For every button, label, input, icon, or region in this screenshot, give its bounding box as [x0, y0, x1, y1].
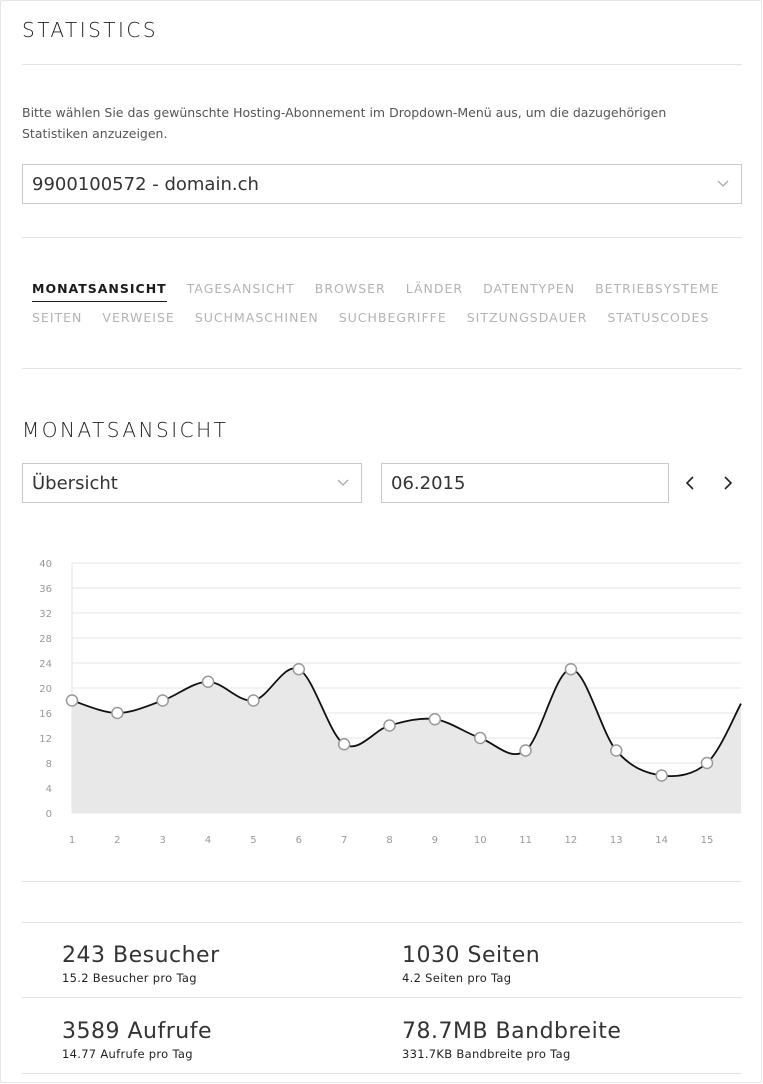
tab-verweise[interactable]: VERWEISE — [102, 310, 175, 325]
x-tick-label: 5 — [250, 835, 257, 846]
data-point — [112, 708, 123, 719]
data-point — [565, 664, 576, 675]
x-tick-label: 9 — [431, 835, 439, 846]
stat-hits-per-day: 14.77 Aufrufe pro Tag — [62, 1047, 193, 1061]
data-point — [203, 676, 214, 687]
tab-datentypen[interactable]: DATENTYPEN — [483, 281, 576, 296]
data-point — [475, 733, 486, 744]
y-tick-label: 36 — [39, 584, 52, 595]
view-select-value: Übersicht — [32, 472, 118, 494]
x-tick-label: 1 — [68, 835, 76, 846]
tab-sitzungsdauer[interactable]: SITZUNGSDAUER — [466, 310, 588, 325]
tab-betriebsysteme[interactable]: BETRIEBSYSTEME — [595, 281, 720, 296]
chevron-down-icon — [717, 180, 729, 188]
tab-seiten[interactable]: SEITEN — [32, 310, 83, 325]
divider — [22, 922, 742, 923]
series-area — [72, 668, 741, 813]
y-tick-label: 28 — [39, 634, 52, 645]
stat-visitors: 243 Besucher — [62, 943, 220, 968]
data-point — [293, 664, 304, 675]
stat-hits: 3589 Aufrufe — [62, 1019, 212, 1044]
x-tick-label: 12 — [564, 835, 578, 846]
stat-visitors-per-day: 15.2 Besucher pro Tag — [62, 971, 197, 985]
divider — [22, 1073, 742, 1074]
y-tick-label: 32 — [39, 609, 52, 620]
tabs-row-1 — [32, 281, 720, 302]
divider — [22, 997, 742, 998]
y-tick-label: 12 — [39, 734, 52, 745]
y-tick-label: 16 — [39, 709, 52, 720]
data-point — [656, 770, 667, 781]
data-point — [702, 758, 713, 769]
chevron-right-icon[interactable] — [716, 472, 738, 494]
data-point — [611, 745, 622, 756]
stat-pages-per-day: 4.2 Seiten pro Tag — [402, 971, 512, 985]
y-tick-label: 4 — [45, 784, 52, 795]
x-tick-label: 7 — [340, 835, 348, 846]
data-point — [157, 695, 168, 706]
data-point — [339, 739, 350, 750]
x-tick-label: 6 — [295, 835, 302, 846]
page-title: STATISTICS — [22, 18, 159, 42]
tab-suchbegriffe[interactable]: SUCHBEGRIFFE — [338, 310, 447, 325]
x-tick-label: 4 — [204, 835, 212, 846]
subscription-select-value: 9900100572 - domain.ch — [32, 173, 259, 195]
y-tick-label: 40 — [39, 559, 52, 570]
y-tick-label: 8 — [45, 759, 52, 770]
chevron-left-icon[interactable] — [680, 472, 702, 494]
intro-text: Bitte wählen Sie das gewünschte Hosting-Abonnement im Dropdown-Menü aus, um die dazugehörigen Statistiken anzuzeigen. — [22, 105, 667, 141]
section-title: MONATSANSICHT — [22, 418, 229, 442]
divider — [22, 237, 742, 238]
data-point — [67, 695, 78, 706]
visitors-area-chart — [0, 548, 763, 858]
stat-bandwidth: 78.7MB Bandbreite — [402, 1019, 622, 1044]
view-select[interactable] — [22, 463, 362, 503]
tab-monatsansicht[interactable]: MONATSANSICHT — [32, 281, 167, 302]
stat-pages: 1030 Seiten — [402, 943, 541, 968]
x-tick-label: 3 — [159, 835, 166, 846]
tab-l-nder[interactable]: LÄNDER — [405, 281, 464, 296]
tab-tagesansicht[interactable]: TAGESANSICHT — [186, 281, 295, 296]
tab-suchmaschinen[interactable]: SUCHMASCHINEN — [194, 310, 319, 325]
divider — [22, 881, 742, 882]
data-point — [384, 720, 395, 731]
stat-bandwidth-per-day: 331.7KB Bandbreite pro Tag — [402, 1047, 571, 1061]
x-tick-label: 11 — [519, 835, 532, 846]
y-tick-label: 20 — [39, 684, 52, 695]
tab-browser[interactable]: BROWSER — [314, 281, 386, 296]
data-point — [248, 695, 259, 706]
x-tick-label: 2 — [114, 835, 121, 846]
y-tick-label: 24 — [39, 659, 52, 670]
x-tick-label: 14 — [655, 835, 669, 846]
month-input[interactable] — [381, 463, 669, 503]
x-tick-label: 15 — [700, 835, 714, 846]
x-tick-label: 10 — [473, 835, 487, 846]
chevron-down-icon — [337, 479, 349, 487]
month-input-value: 06.2015 — [391, 472, 466, 494]
tabs-row-2 — [32, 310, 709, 330]
divider — [22, 64, 742, 65]
tab-statuscodes[interactable]: STATUSCODES — [607, 310, 710, 325]
x-tick-label: 13 — [609, 835, 623, 846]
data-point — [520, 745, 531, 756]
divider — [22, 368, 742, 369]
x-tick-label: 8 — [386, 835, 393, 846]
subscription-select[interactable] — [22, 164, 742, 204]
y-tick-label: 0 — [45, 809, 52, 820]
data-point — [429, 714, 440, 725]
